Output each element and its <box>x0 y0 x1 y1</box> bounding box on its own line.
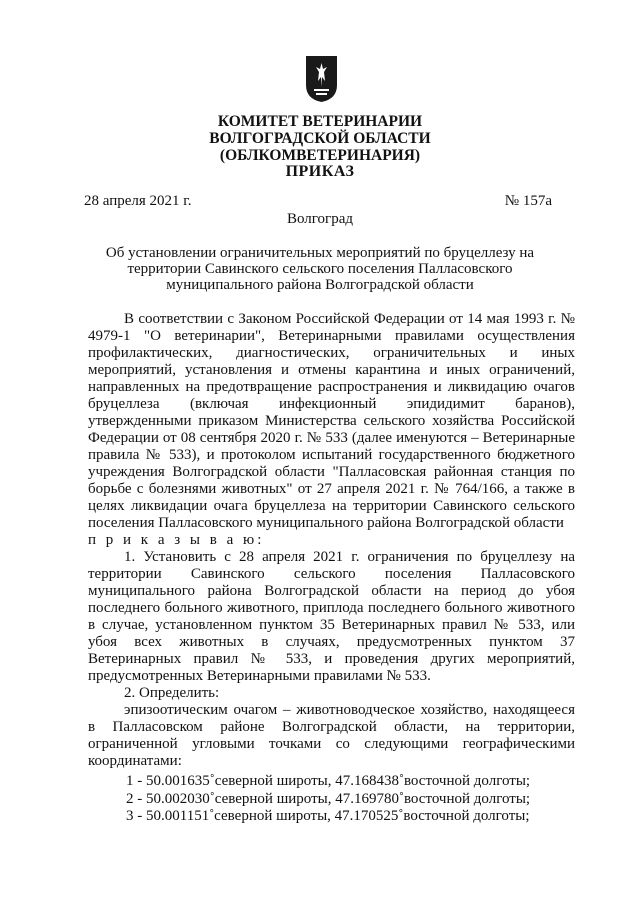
document-number: № 157а <box>504 193 552 209</box>
document-subject <box>0 245 640 293</box>
subject-line-3: муниципального района Волгоградской области <box>166 277 474 293</box>
organization-name <box>0 113 640 164</box>
preamble-paragraph: В соответствии с Законом Российской Федерации от 14 мая 1993 г. № 4979-1 "О ветеринарии", Ветеринарными правилами осуществления профилактических, диагностических, ограничительных и иных мероприятий, установления и отмены карантина и иных ограничений, направленных на предотвращение распространения и ликвидацию очагов бруцеллеза (включая инфекционный эпидидимит баранов), утвержденными приказом Министерства сельского хозяйства Российской Федерации от 08 сентября 2020 г. № 533 (далее именуются – Ветеринарные правила № 533), и протоколом испытаний государственного бюджетного учреждения Волгоградской области "Палласовская районная станция по борьбе с болезнями животных" от 27 апреля 2021 г. № 764/166, а также в целях ликвидации очага бруцеллеза на территории Савинского сельского поселения Палласовского муниципального района Волгоградской области <box>88 311 575 531</box>
subject-line-1: Об установлении ограничительных мероприятий по бруцеллезу на <box>105 245 535 261</box>
document-type: ПРИКАЗ <box>285 163 355 180</box>
coordinates-list <box>126 773 530 826</box>
org-line-1: КОМИТЕТ ВЕТЕРИНАРИИ <box>217 113 423 130</box>
org-line-2: ВОЛГОГРАДСКОЙ ОБЛАСТИ <box>209 130 431 147</box>
org-line-3: (ОБЛКОМВЕТЕРИНАРИЯ) <box>219 147 421 164</box>
coordinate-point: 3 - 50.001151˚северной широты, 47.170525˚восточной долготы; <box>126 808 530 824</box>
order-item-1: 1. Установить с 28 апреля 2021 г. ограничения по бруцеллезу на территории Савинского сельского поселения Палласовского муниципального района Волгоградской области на период до убоя последнего больного животного, приплода последнего больного животного в случае, установленном пунктом 35 Ветеринарных правил № 533, или убоя всех животных в случаях, предусмотренных пунктом 37 Ветеринарных правил № 533, и проведения других мероприятий, предусмотренных Ветеринарными правилами № 533. <box>88 549 575 684</box>
document-date: 28 апреля 2021 г. <box>84 193 192 209</box>
document-city: Волгоград <box>286 211 353 227</box>
document-body <box>88 311 575 770</box>
coat-of-arms-icon <box>305 55 338 103</box>
subject-line-2: территории Савинского сельского поселения Палласовского <box>127 261 513 277</box>
coordinate-point: 2 - 50.002030˚северной широты, 47.169780˚восточной долготы; <box>126 790 531 807</box>
order-word: п р и к а з ы в а ю: <box>88 532 265 548</box>
order-item-2-title: 2. Определить: <box>124 685 220 701</box>
coordinate-point: 1 - 50.001635˚северной широты, 47.168438˚восточной долготы; <box>126 773 531 789</box>
order-item-2-text: эпизоотическим очагом – животноводческое хозяйство, находящееся в Палласовском районе Волгоградской области, на территории, ограниченной угловыми точками со следующими географическими координатами: <box>88 702 575 769</box>
